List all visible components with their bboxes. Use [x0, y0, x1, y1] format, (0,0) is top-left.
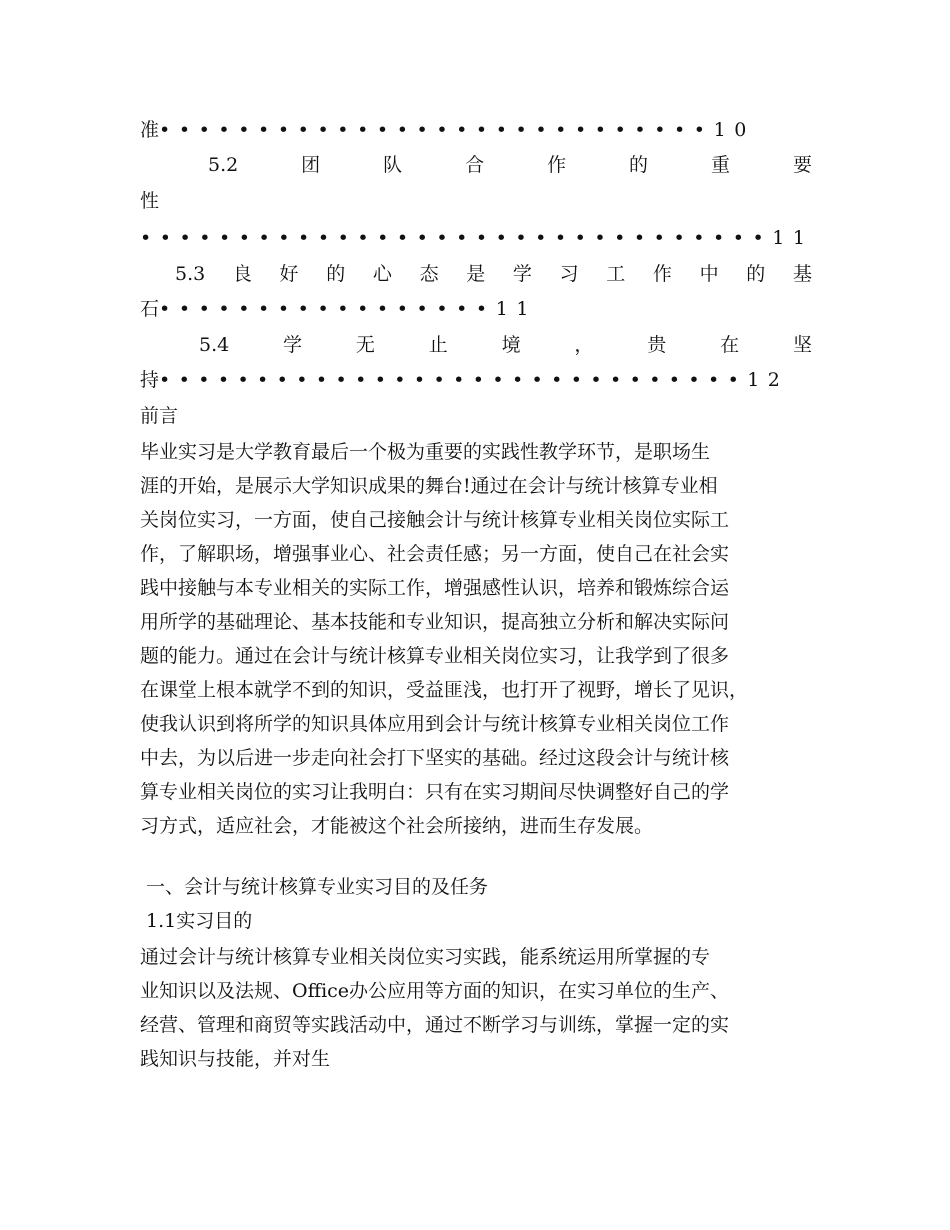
toc-heading-char: 境 — [501, 334, 521, 356]
toc-heading-char: 习 — [559, 263, 579, 285]
section-1-1-subheading: 1.1实习目的 — [140, 910, 253, 932]
preface-line: 作，了解职场，增强事业心、社会责任感；另一方面，使自己在社会实 — [140, 543, 730, 565]
toc-heading-char: 止 — [428, 334, 448, 356]
preface-line: 题的能力。通过在会计与统计核算专业相关岗位实习，让我学到了很多 — [140, 645, 730, 667]
toc-heading-char: 工 — [606, 263, 626, 285]
toc-heading-char: 态 — [419, 263, 439, 285]
toc-heading-char: 中 — [699, 263, 719, 285]
preface-line: 涯的开始，是展示大学知识成果的舞台!通过在会计与统计核算专业相 — [140, 475, 718, 497]
toc-entry-5-3-tail: 石 — [140, 298, 160, 320]
toc-heading-char: ， — [574, 334, 594, 356]
section-line: 经营、管理和商贸等实践活动中，通过不断学习与训练，掌握一定的实 — [140, 1014, 730, 1036]
section-1-1-body — [140, 940, 820, 1076]
toc-entry-5-4-tail-line — [140, 368, 788, 392]
preface-line: 算专业相关岗位的实习让我明白：只有在实习期间尽快调整好自己的学 — [140, 781, 730, 803]
toc-entry-5-1-tail-line — [140, 118, 755, 142]
toc-heading-char: 在 — [720, 334, 740, 356]
toc-heading-char: 合 — [465, 154, 485, 176]
toc-entry-5-2-leader: ••••••••••••••••••••••••••••••••11 — [140, 227, 814, 249]
preface-line: 用所学的基础理论、基本技能和专业知识，提高独立分析和解决实际问 — [140, 611, 730, 633]
toc-heading-char: 5.3 — [175, 263, 206, 285]
toc-entry-5-3-leader: •••••••••••••••••11 — [159, 298, 538, 320]
toc-heading-char: 的 — [629, 154, 649, 176]
toc-heading-char: 作 — [547, 154, 567, 176]
preface-heading: 前言 — [140, 405, 179, 427]
preface-line: 在课堂上根本就学不到的知识，受益匪浅，也打开了视野，增长了见识， — [140, 679, 749, 701]
toc-heading-char: 5.4 — [199, 334, 230, 356]
toc-heading-char: 学 — [283, 334, 303, 356]
toc-heading-char: 心 — [372, 263, 392, 285]
toc-heading-char: 无 — [355, 334, 375, 356]
toc-heading-char: 的 — [326, 263, 346, 285]
toc-heading-char: 的 — [746, 263, 766, 285]
toc-heading-char: 基 — [792, 263, 812, 285]
toc-heading-char: 重 — [711, 154, 731, 176]
toc-heading-char: 是 — [466, 263, 486, 285]
section-line: 业知识以及法规、Office办公应用等方面的知识，在实习单位的生产、 — [140, 980, 730, 1002]
section-1-heading: 一、会计与统计核算专业实习目的及任务 — [140, 876, 489, 898]
toc-heading-char: 坚 — [792, 334, 812, 356]
toc-heading-char: 学 — [512, 263, 532, 285]
toc-heading-char: 良 — [232, 263, 252, 285]
toc-entry-5-4 — [199, 333, 812, 357]
section-line: 践知识与技能，并对生 — [140, 1048, 331, 1070]
toc-heading-char: 要 — [792, 154, 812, 176]
toc-heading-char: 5.2 — [208, 154, 239, 176]
preface-body — [140, 435, 820, 843]
preface-line: 中去，为以后进一步走向社会打下坚实的基础。经过这段会计与统计核 — [140, 747, 730, 769]
toc-entry-5-1-leader: ••••••••••••••••••••••••••••10 — [159, 119, 755, 141]
toc-entry-5-4-tail: 持 — [140, 369, 160, 391]
toc-entry-5-2 — [208, 153, 812, 177]
toc-entry-5-4-leader: ••••••••••••••••••••••••••••••12 — [159, 369, 789, 391]
preface-line: 习方式，适应社会，才能被这个社会所接纳，进而生存发展。 — [140, 815, 654, 837]
toc-entry-5-3 — [175, 262, 812, 286]
preface-line: 使我认识到将所学的知识具体应用到会计与统计核算专业相关岗位工作 — [140, 713, 730, 735]
toc-entry-5-1-tail: 准 — [140, 119, 160, 141]
preface-line: 毕业实习是大学教育最后一个极为重要的实践性教学环节，是职场生 — [140, 441, 711, 463]
toc-heading-char: 作 — [652, 263, 672, 285]
toc-heading-char: 好 — [279, 263, 299, 285]
toc-heading-char: 贵 — [647, 334, 667, 356]
preface-line: 践中接触与本专业相关的实际工作，增强感性认识，培养和锻炼综合运 — [140, 577, 730, 599]
toc-heading-char: 团 — [301, 154, 321, 176]
toc-heading-char: 队 — [383, 154, 403, 176]
toc-entry-5-2-tail: 性 — [140, 190, 160, 212]
section-line: 通过会计与统计核算专业相关岗位实习实践，能系统运用所掌握的专 — [140, 946, 711, 968]
toc-entry-5-3-tail-line — [140, 297, 537, 321]
preface-line: 关岗位实习，一方面，使自己接触会计与统计核算专业相关岗位实际工 — [140, 509, 730, 531]
